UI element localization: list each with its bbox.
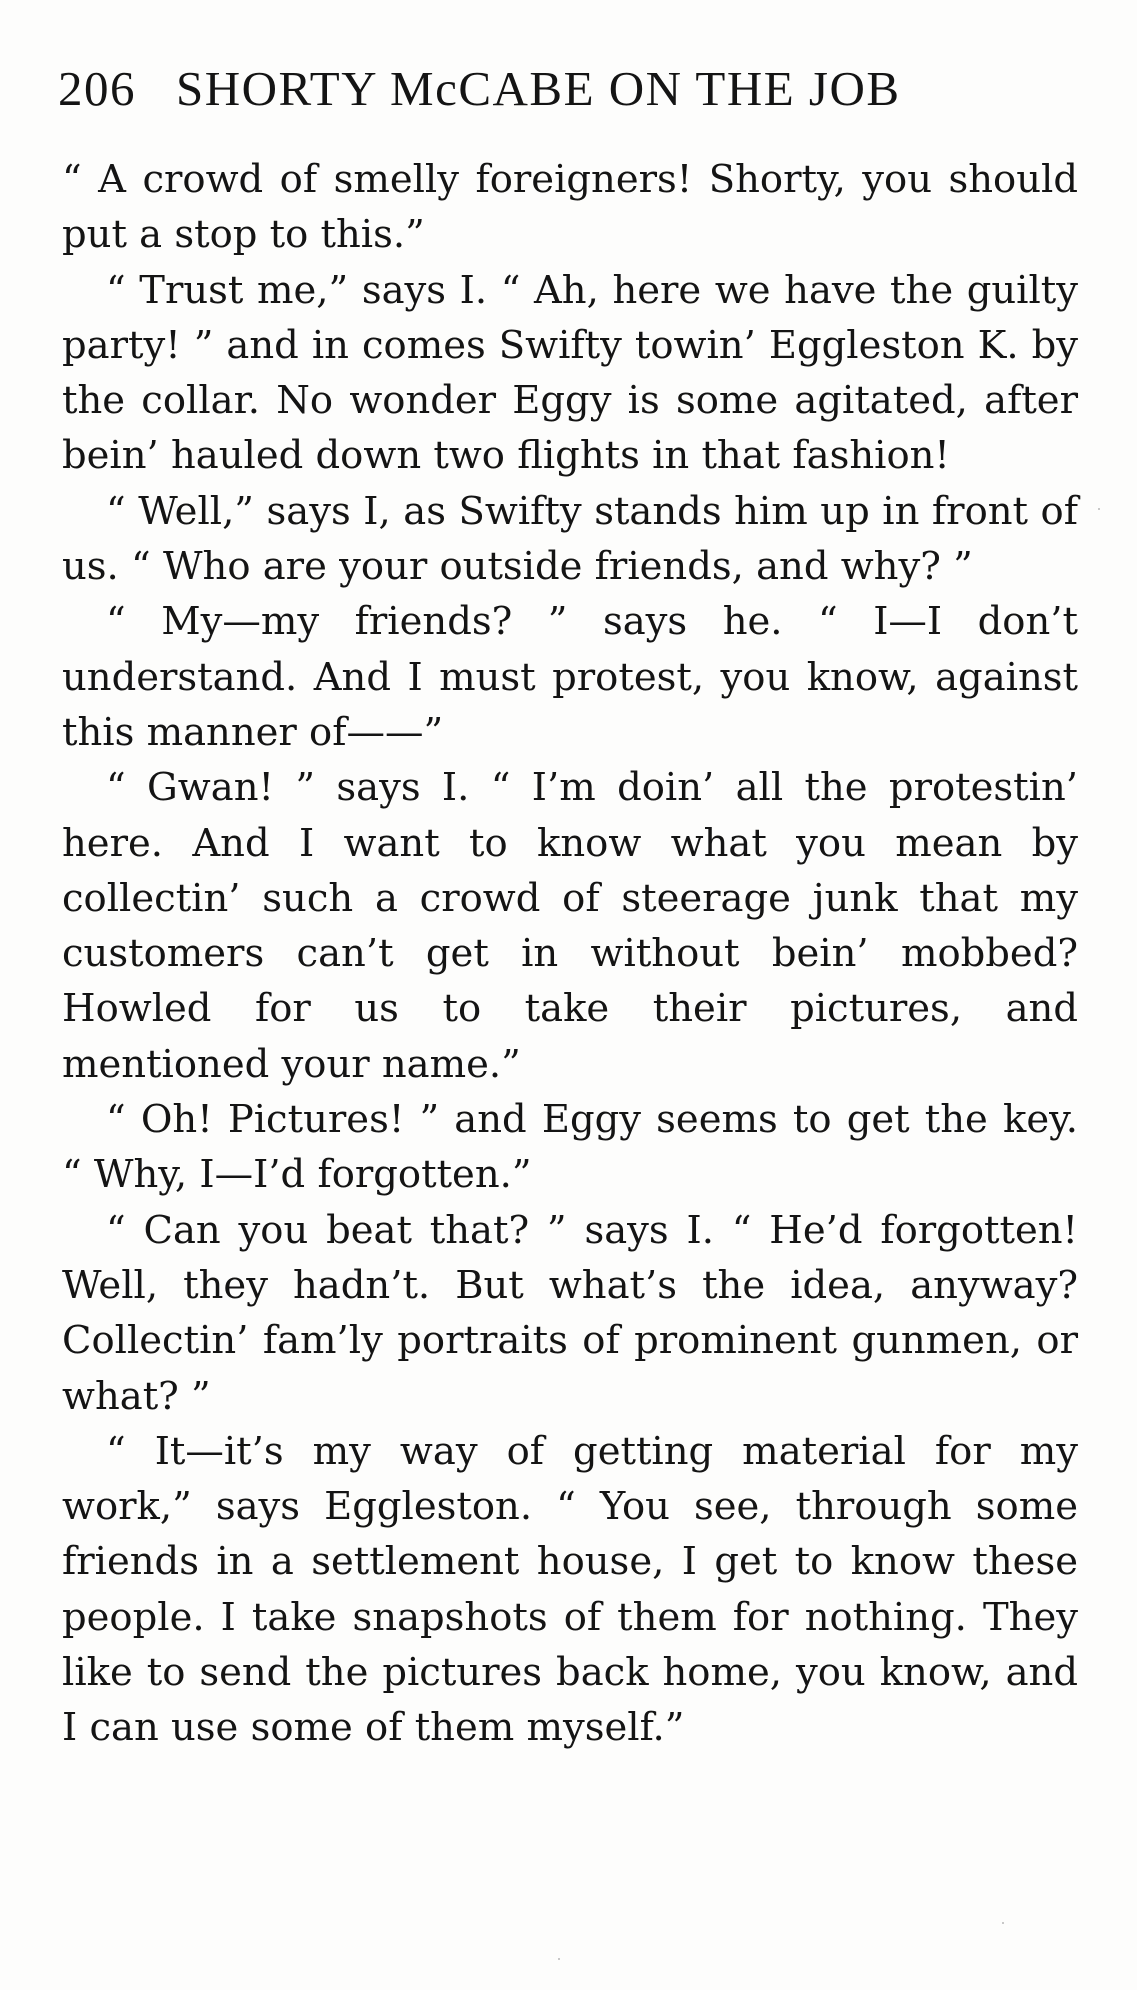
paragraph-6: “ Oh! Pictures! ” and Eggy seems to get the key. “ Why, I—I’d forgotten.” — [62, 1097, 1078, 1198]
paper-speck — [1002, 1922, 1004, 1924]
body-text — [62, 152, 1078, 1756]
paper-speck — [1098, 508, 1100, 510]
paragraph-5: “ Gwan! ” says I. “ I’m doin’ all the protestin’ here. And I want to know what you mean by collectin’ such a crowd of steerage junk that my customers can’t get in without bein’ mobbed? Howled for us to take their pictures, and mentioned your name.” — [62, 765, 1078, 1087]
running-head — [58, 56, 1078, 122]
paragraph-2: “ Trust me,” says I. “ Ah, here we have the guilty party! ” and in comes Swifty towin’ Eggleston K. by the collar. No wonder Eggy is some agitated, after bein’ hauled down two flights in that fashion! — [62, 267, 1078, 479]
paragraph-1: “ A crowd of smelly foreigners! Shorty, you should put a stop to this.” — [62, 157, 1078, 258]
paper-speck — [558, 1958, 560, 1960]
running-title: SHORTY McCABE ON THE JOB — [176, 61, 901, 116]
paragraph-3: “ Well,” says I, as Swifty stands him up in front of us. “ Who are your outside friends, and why? ” — [62, 488, 1078, 590]
page-number: 206 — [58, 61, 136, 116]
paragraph-7: “ Can you beat that? ” says I. “ He’d forgotten! Well, they hadn’t. But what’s the idea, anyway? Collectin’ fam’ly portraits of prominent gunmen, or what? ” — [62, 1207, 1078, 1419]
paragraph-4: “ My—my friends? ” says he. “ I—I don’t understand. And I must protest, you know, against this manner of——” — [62, 599, 1078, 755]
paragraph-8: “ It—it’s my way of getting material for my work,” says Eggleston. “ You see, through some friends in a settlement house, I get to know these people. I take snapshots of them for nothing. They like to send the pictures back home, you know, and I can use some of them myself.” — [62, 1428, 1078, 1751]
